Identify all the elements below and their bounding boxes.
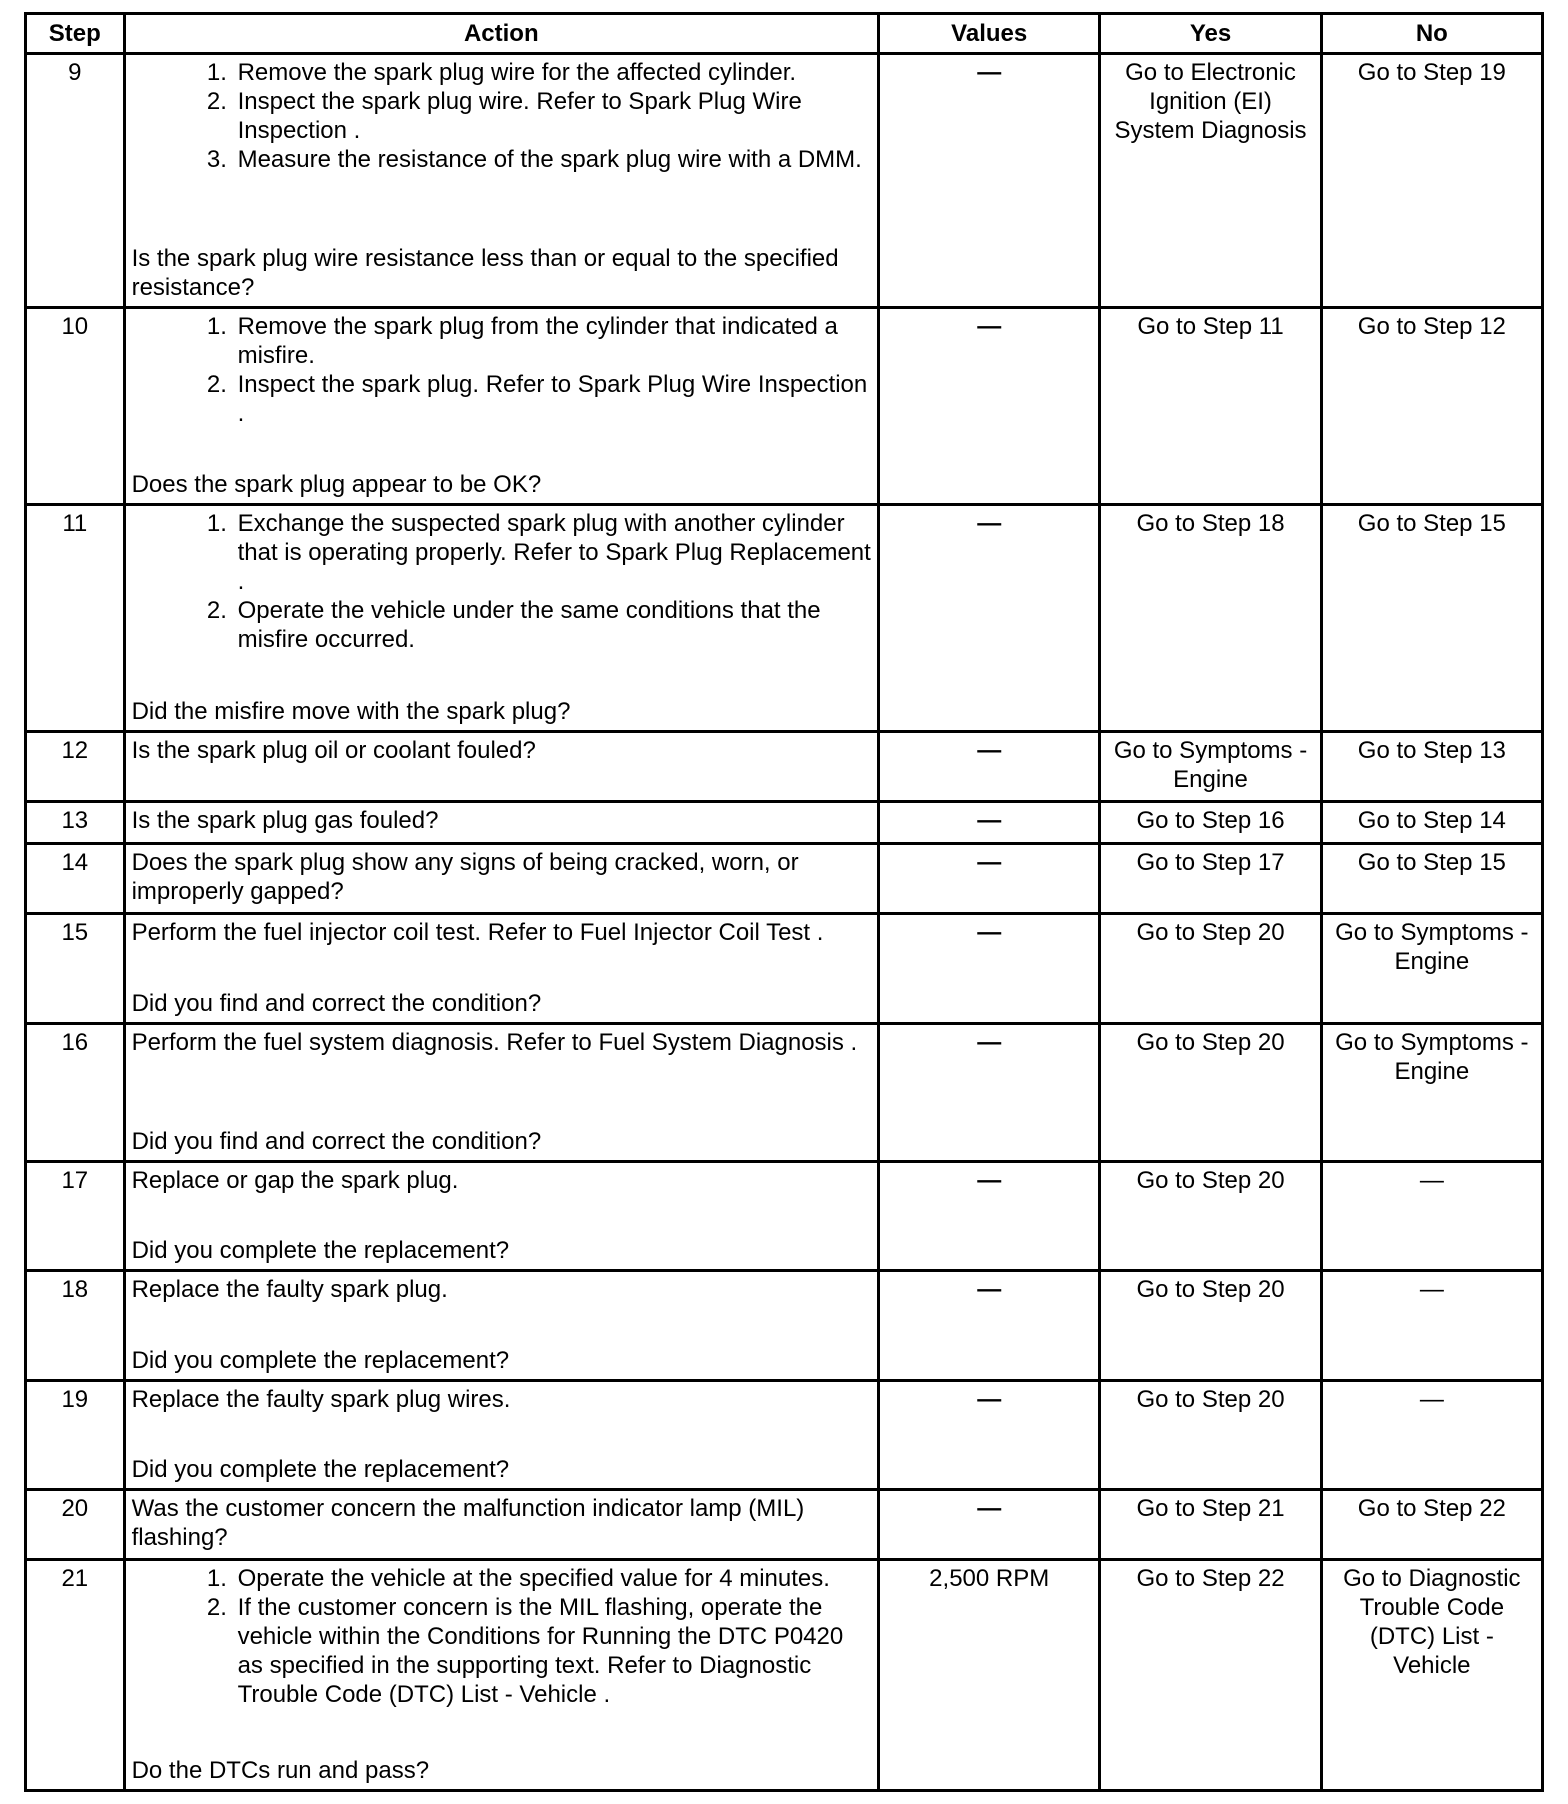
step-number: 9 <box>26 54 125 308</box>
values-cell <box>879 1271 1100 1380</box>
action-content <box>132 1494 871 1554</box>
step-number: 18 <box>26 1271 125 1380</box>
no-cell: Go to Diagnostic Trouble Code (DTC) List - Vehicle <box>1321 1560 1542 1791</box>
step-number: 19 <box>26 1380 125 1489</box>
action-question: Does the spark plug appear to be OK? <box>131 471 542 499</box>
values-cell <box>879 914 1100 1023</box>
action-question: Do the DTCs run and pass? <box>131 1757 430 1784</box>
no-cell: — <box>1321 1380 1542 1489</box>
no-cell: Go to Step 22 <box>1321 1490 1542 1560</box>
action-cell <box>124 505 878 732</box>
action-instructions <box>132 1564 871 1709</box>
table-row <box>26 914 1543 1023</box>
action-cell <box>124 914 878 1023</box>
yes-cell: Go to Step 21 <box>1100 1490 1321 1560</box>
header-step: Step <box>26 14 125 54</box>
action-question: Did you find and correct the condition? <box>131 1128 542 1156</box>
action-instructions <box>132 58 871 174</box>
action-instructions <box>132 848 871 906</box>
instruction-item: 2. If the customer concern is the MIL flashing, operate the vehicle within the Conditions for Running the DTC P0420 as specified in the supporting text. Refer to Diagnostic Trouble Code (DTC) List - Vehicle . <box>234 1593 871 1709</box>
action-question: Did you complete the replacement? <box>131 1346 510 1374</box>
action-cell <box>124 54 878 308</box>
action-text: Perform the fuel injector coil test. Refer to Fuel Injector Coil Test . <box>131 919 824 947</box>
values-cell <box>879 1380 1100 1489</box>
action-instructions <box>132 1275 871 1304</box>
table-row <box>26 1023 1543 1161</box>
values-cell <box>879 307 1100 505</box>
dash-value: — <box>977 919 1002 947</box>
values-cell <box>879 1560 1100 1791</box>
yes-cell: Go to Step 18 <box>1100 505 1321 732</box>
step-number: 21 <box>26 1560 125 1791</box>
instruction-list <box>132 509 871 654</box>
table-row <box>26 1560 1543 1791</box>
spec-value: 2,500 RPM <box>929 1565 1050 1593</box>
action-content <box>132 1028 871 1156</box>
action-content <box>132 58 871 302</box>
action-instructions <box>132 918 871 947</box>
header-action: Action <box>124 14 878 54</box>
step-number: 20 <box>26 1490 125 1560</box>
table-row <box>26 1380 1543 1489</box>
action-question: Did the misfire move with the spark plug? <box>131 697 571 725</box>
step-number: 16 <box>26 1023 125 1161</box>
no-cell: Go to Step 12 <box>1321 307 1542 505</box>
instruction-item: 1. Exchange the suspected spark plug with another cylinder that is operating properly. Refer to Spark Plug Replacement . <box>234 509 871 596</box>
action-content <box>132 736 871 796</box>
no-cell: Go to Step 13 <box>1321 731 1542 801</box>
no-cell: Go to Step 14 <box>1321 802 1542 844</box>
dash-value: — <box>977 312 1002 340</box>
values-cell <box>879 844 1100 914</box>
diagnostic-table <box>24 12 1544 1792</box>
yes-cell: Go to Step 20 <box>1100 1023 1321 1161</box>
action-cell <box>124 307 878 505</box>
header-no: No <box>1321 14 1542 54</box>
values-cell <box>879 1162 1100 1271</box>
step-number: 17 <box>26 1162 125 1271</box>
yes-cell: Go to Step 16 <box>1100 802 1321 844</box>
action-content <box>132 806 871 838</box>
header-yes: Yes <box>1100 14 1321 54</box>
yes-cell: Go to Symptoms - Engine <box>1100 731 1321 801</box>
action-cell <box>124 1490 878 1560</box>
table-row <box>26 731 1543 801</box>
action-instructions <box>132 1494 871 1552</box>
values-cell <box>879 505 1100 732</box>
yes-cell: Go to Electronic Ignition (EI) System Diagnosis <box>1100 54 1321 308</box>
no-cell: Go to Step 15 <box>1321 505 1542 732</box>
action-content <box>132 848 871 908</box>
table-row <box>26 54 1543 308</box>
no-cell: Go to Symptoms - Engine <box>1321 914 1542 1023</box>
instruction-item: 1. Remove the spark plug wire for the affected cylinder. <box>234 58 871 87</box>
no-cell: Go to Symptoms - Engine <box>1321 1023 1542 1161</box>
table-row <box>26 307 1543 505</box>
action-content <box>132 1166 871 1265</box>
yes-cell: Go to Step 20 <box>1100 1162 1321 1271</box>
step-number: 14 <box>26 844 125 914</box>
step-number: 12 <box>26 731 125 801</box>
table-row <box>26 802 1543 844</box>
table-row <box>26 1271 1543 1380</box>
yes-cell: Go to Step 11 <box>1100 307 1321 505</box>
step-number: 11 <box>26 505 125 732</box>
action-instructions <box>132 806 871 835</box>
values-cell <box>879 54 1100 308</box>
action-text: Perform the fuel system diagnosis. Refer to Fuel System Diagnosis . <box>131 1028 858 1056</box>
action-instructions <box>132 1028 871 1057</box>
action-cell <box>124 1023 878 1161</box>
table-body <box>26 54 1543 1791</box>
action-instructions <box>132 736 871 765</box>
dash-value: — <box>977 807 1002 835</box>
table-row <box>26 505 1543 732</box>
step-number: 15 <box>26 914 125 1023</box>
action-cell <box>124 1162 878 1271</box>
action-cell <box>124 844 878 914</box>
header-row <box>26 14 1543 54</box>
instruction-item: 1. Remove the spark plug from the cylinder that indicated a misfire. <box>234 312 871 370</box>
table-row <box>26 1490 1543 1560</box>
dash-value: — <box>977 736 1002 764</box>
action-content <box>132 1275 871 1374</box>
no-cell: Go to Step 19 <box>1321 54 1542 308</box>
instruction-item: 3. Measure the resistance of the spark plug wire with a DMM. <box>234 145 871 174</box>
instruction-item: 2. Inspect the spark plug. Refer to Spark Plug Wire Inspection . <box>234 370 871 428</box>
action-cell <box>124 731 878 801</box>
action-text: Is the spark plug gas fouled? <box>131 807 439 835</box>
yes-cell: Go to Step 20 <box>1100 1271 1321 1380</box>
action-instructions <box>132 509 871 654</box>
action-question: Did you complete the replacement? <box>131 1456 510 1484</box>
dash-value: — <box>977 59 1002 86</box>
instruction-item: 2. Operate the vehicle under the same conditions that the misfire occurred. <box>234 596 871 654</box>
instruction-item: 2. Inspect the spark plug wire. Refer to Spark Plug Wire Inspection . <box>234 87 871 145</box>
action-question: Did you complete the replacement? <box>131 1237 510 1265</box>
dash-value: — <box>977 1385 1002 1413</box>
instruction-list <box>132 58 871 174</box>
instruction-list <box>132 1564 871 1709</box>
dash-value: — <box>977 1028 1002 1056</box>
action-instructions <box>132 1166 871 1195</box>
action-instructions <box>132 312 871 428</box>
action-cell <box>124 802 878 844</box>
action-cell <box>124 1560 878 1791</box>
step-number: 13 <box>26 802 125 844</box>
no-cell: — <box>1321 1271 1542 1380</box>
values-cell <box>879 802 1100 844</box>
action-text: Is the spark plug oil or coolant fouled? <box>131 736 536 764</box>
action-text: Replace the faulty spark plug. <box>131 1276 448 1304</box>
action-question: Did you find and correct the condition? <box>131 989 542 1017</box>
yes-cell: Go to Step 22 <box>1100 1560 1321 1791</box>
dash-value: — <box>977 1276 1002 1304</box>
values-cell <box>879 731 1100 801</box>
action-text: Was the customer concern the malfunction indicator lamp (MIL) flashing? <box>131 1495 805 1552</box>
action-content <box>132 312 871 500</box>
yes-cell: Go to Step 20 <box>1100 914 1321 1023</box>
action-cell <box>124 1380 878 1489</box>
yes-cell: Go to Step 17 <box>1100 844 1321 914</box>
table-row <box>26 1162 1543 1271</box>
no-cell: Go to Step 15 <box>1321 844 1542 914</box>
action-text: Does the spark plug show any signs of being cracked, worn, or improperly gapped? <box>131 849 799 906</box>
dash-value: — <box>977 1495 1002 1523</box>
values-cell <box>879 1490 1100 1560</box>
table-row <box>26 844 1543 914</box>
action-text: Replace the faulty spark plug wires. <box>131 1385 511 1413</box>
no-cell: — <box>1321 1162 1542 1271</box>
dash-value: — <box>977 849 1002 877</box>
yes-cell: Go to Step 20 <box>1100 1380 1321 1489</box>
action-content <box>132 509 871 726</box>
instruction-list <box>132 312 871 428</box>
action-instructions <box>132 1385 871 1414</box>
step-number: 10 <box>26 307 125 505</box>
action-content <box>132 1385 871 1484</box>
action-question: Is the spark plug wire resistance less than or equal to the specified resistance? <box>131 244 839 301</box>
action-cell <box>124 1271 878 1380</box>
instruction-item: 1. Operate the vehicle at the specified value for 4 minutes. <box>234 1564 871 1593</box>
action-text: Replace or gap the spark plug. <box>131 1167 459 1195</box>
header-values: Values <box>879 14 1100 54</box>
action-content <box>132 918 871 1017</box>
values-cell <box>879 1023 1100 1161</box>
action-content <box>132 1564 871 1785</box>
dash-value: — <box>977 1167 1002 1195</box>
dash-value: — <box>977 510 1002 538</box>
